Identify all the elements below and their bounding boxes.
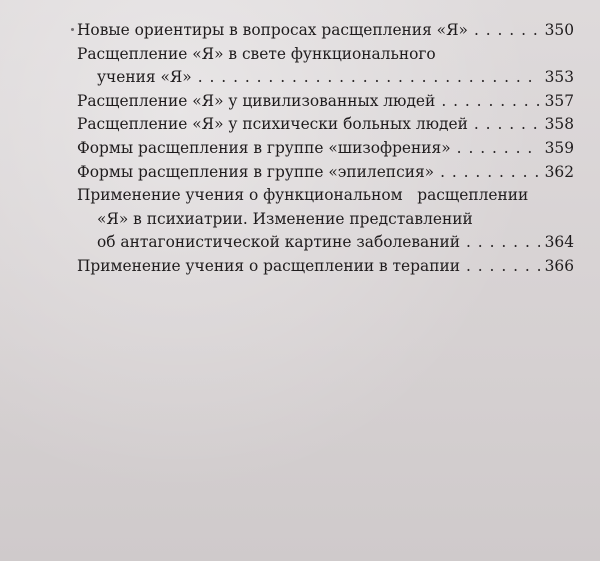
dot-leader	[466, 231, 540, 255]
toc-entry-title: Расщепление «Я» в свете функционального	[77, 44, 436, 63]
dot-leader	[198, 66, 540, 90]
toc-page-number: 364	[544, 233, 574, 252]
toc-entry-title: Формы расщепления в группе «эпилепсия»	[77, 162, 435, 181]
toc-page-number: 362	[544, 162, 574, 181]
toc-entry	[77, 161, 574, 185]
toc-entry	[77, 90, 574, 114]
toc-entry	[77, 184, 574, 255]
toc-page-number: 350	[544, 21, 574, 39]
bleed-through-texture	[40, 340, 600, 356]
toc-line-continued	[77, 231, 574, 255]
toc-page-number: 353	[544, 68, 574, 87]
table-of-contents	[77, 19, 574, 279]
dot-leader	[474, 19, 540, 43]
toc-page-number: 359	[544, 138, 574, 157]
toc-entry	[77, 255, 574, 279]
toc-line	[77, 113, 574, 137]
toc-line	[77, 90, 574, 114]
toc-line	[77, 137, 574, 161]
toc-entry-title: Расщепление «Я» у психически больных людей	[77, 115, 468, 134]
toc-entry-title: Применение учения о расщеплении в терапии	[77, 256, 460, 275]
toc-page-number: 357	[544, 91, 574, 110]
toc-entry-title-continued: «Я» в психиатрии. Изменение представлений	[97, 209, 473, 228]
toc-entry	[77, 137, 574, 161]
toc-line	[77, 161, 574, 185]
toc-entry	[77, 19, 574, 43]
toc-entry-title-continued: об антагонистической картине заболеваний	[97, 233, 461, 252]
toc-line	[77, 255, 574, 279]
dot-leader	[440, 161, 540, 185]
toc-line	[77, 184, 574, 208]
dot-leader	[457, 137, 540, 161]
dot-leader	[466, 255, 540, 279]
pencil-mark-icon	[71, 28, 74, 31]
dot-leader	[474, 113, 540, 137]
toc-entry-title: Новые ориентиры в вопросах расщепления «Я»	[77, 21, 468, 39]
toc-page-number: 358	[544, 115, 574, 134]
toc-entry	[77, 113, 574, 137]
dot-leader	[441, 90, 540, 114]
toc-entry	[77, 43, 574, 90]
toc-line	[77, 19, 574, 43]
toc-entry-title: Расщепление «Я» у цивилизованных людей	[77, 91, 436, 110]
toc-line-continued	[77, 66, 574, 90]
toc-line-continued	[77, 208, 574, 232]
toc-page-number: 366	[544, 256, 574, 275]
toc-entry-title: Применение учения о функциональном расщеплении	[77, 186, 529, 205]
toc-entry-title: Формы расщепления в группе «шизофрения»	[77, 138, 451, 157]
toc-line	[77, 43, 574, 67]
toc-entry-title-continued: учения «Я»	[97, 68, 192, 87]
